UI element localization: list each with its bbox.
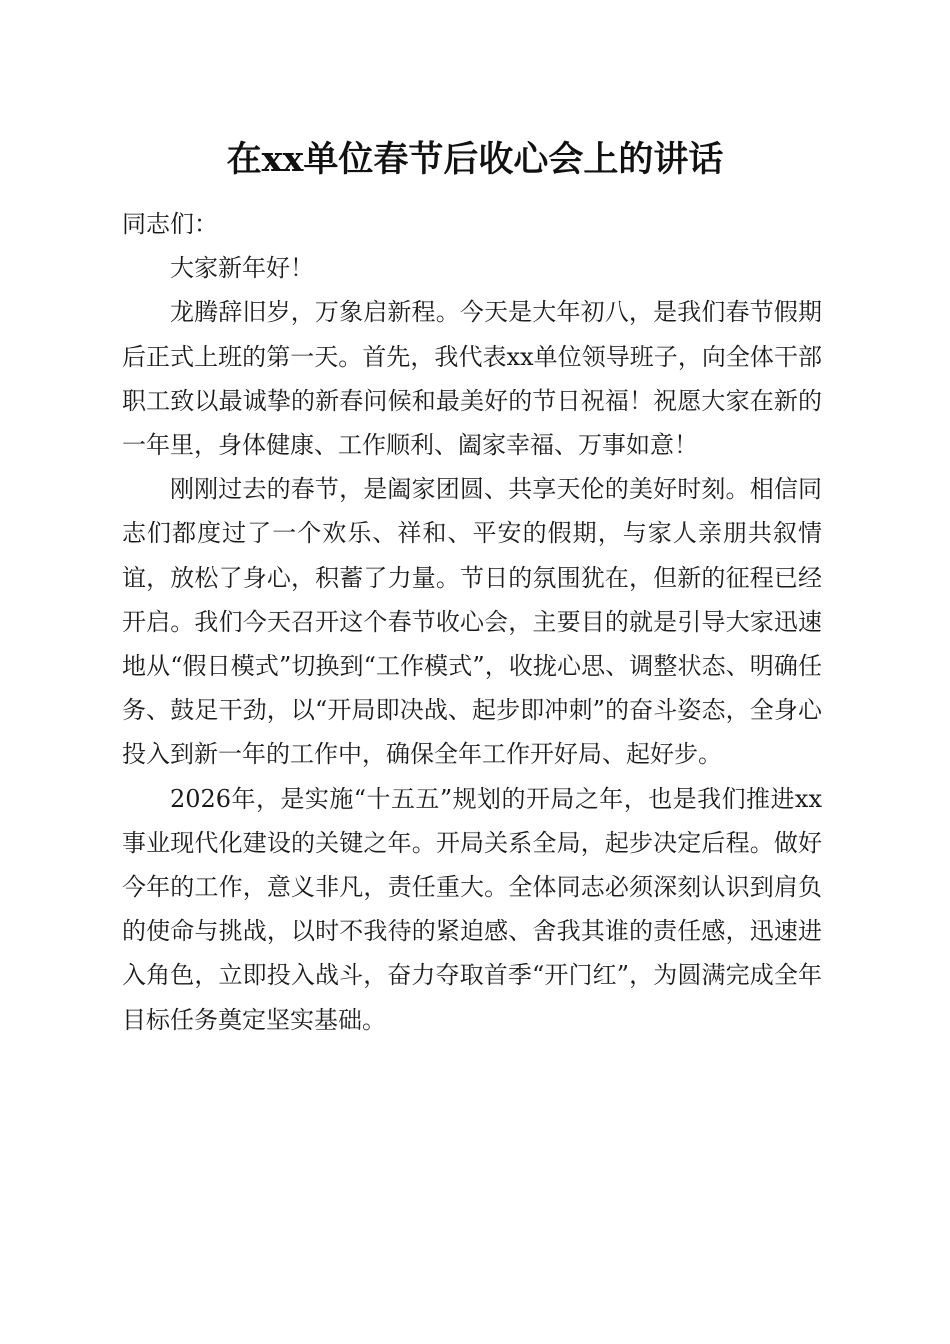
- paragraph-greeting: 大家新年好！: [170, 254, 314, 283]
- document-title: 在xx单位春节后收心会上的讲话: [226, 139, 724, 180]
- paragraph-year-significance: 2026年，是实施“十五五”规划的开局之年，也是我们推进xx事业现代化建设的关键之年。开局关系全局，起步决定后程。做好今年的工作，意义非凡，责任重大。全体同志必须深刻认识到肩负的使命与挑战，以时不我待的紧迫感、舍我其谁的责任感，迅速进入角色，立即投入战斗，奋力夺取首季“开门红”，为圆满完成全年目标任务奠定坚实基础。: [122, 784, 822, 1034]
- paragraph-opening: 龙腾辞旧岁，万象启新程。今天是大年初八，是我们春节假期后正式上班的第一天。首先，我代表xx单位领导班子，向全体干部职工致以最诚挚的新春问候和最美好的节日祝福！祝愿大家在新的一年里，身体健康、工作顺利、阖家幸福、万事如意！: [122, 298, 822, 460]
- paragraph-holiday-review: 刚刚过去的春节，是阖家团圆、共享天伦的美好时刻。相信同志们都度过了一个欢乐、祥和、平安的假期，与家人亲朋共叙情谊，放松了身心，积蓄了力量。节日的氛围犹在，但新的征程已经开启。我们今天召开这个春节收心会，主要目的就是引导大家迅速地从“假日模式”切换到“工作模式”，收拢心思、调整状态、明确任务、鼓足干劲，以“开局即决战、起步即冲刺”的奋斗姿态，全身心投入到新一年的工作中，确保全年工作开好局、起好步。: [122, 475, 822, 769]
- document-body: [122, 202, 822, 1042]
- salutation: 同志们：: [122, 210, 218, 238]
